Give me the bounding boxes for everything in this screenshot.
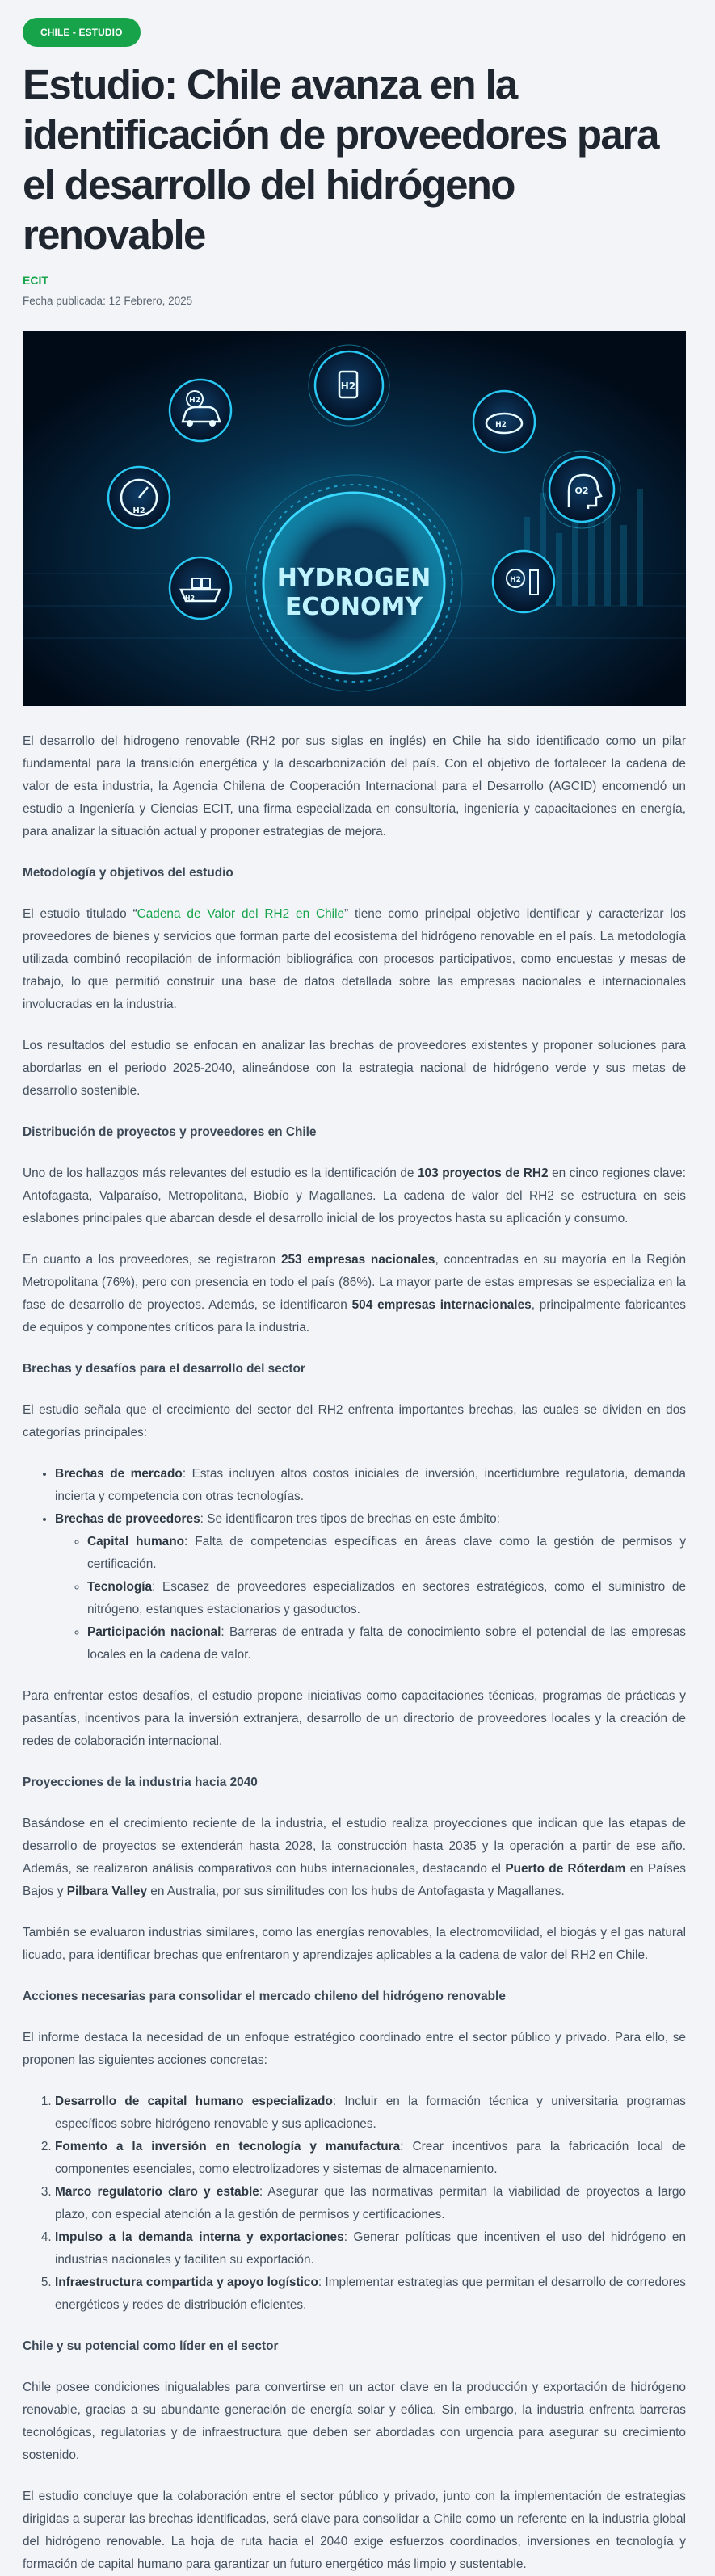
- sub-gaps-list: [55, 1531, 686, 1666]
- section-heading-leadership: Chile y su potencial como líder en el sector: [23, 2339, 279, 2353]
- article-body: [23, 730, 686, 2576]
- head-o2-icon: [543, 451, 620, 528]
- intro-paragraph: El desarrollo del hidrogeno renovable (RH2 por sus siglas en inglés) en Chile ha sido identificado como un pilar fundamental para la transición energética y la descarbonización del país. Con el objetivo de fortalecer la cadena de valor de esta industria, la Agencia Chilena de Cooperación Internacional para el Desarrollo (AGCID) encomendó un estudio a Ingeniería y Ciencias ECIT, una firma especializada en consultoría, ingeniería y capacitaciones en energía, para analizar la situación actual y proponer estrategias de mejora.: [23, 734, 686, 838]
- list-item: ◦ Tecnología: Escasez de proveedores especializados en sectores estratégicos, como el suministro de nitrógeno, estanques estacionarios y gasoductos.: [87, 1576, 686, 1621]
- actions-list: [23, 2091, 686, 2317]
- section-heading-gaps: Brechas y desafíos para el desarrollo del sector: [23, 1362, 305, 1376]
- list-item: 3. Marco regulatorio claro y estable: Asegurar que las normativas permitan la viabilidad de proyectos a largo plazo, con especial atención a la gestión de permisos y certificaciones.: [55, 2181, 686, 2226]
- gauge-icon: [108, 467, 170, 528]
- paragraph: El estudio señala que el crecimiento del sector del RH2 enfrenta importantes brechas, las cuales se dividen en dos categorías principales:: [23, 1403, 686, 1439]
- gaps-list: [23, 1463, 686, 1666]
- author-link[interactable]: ECIT: [23, 274, 48, 287]
- hero-image: [23, 331, 686, 706]
- hero-text-line1: HYDROGEN: [276, 564, 431, 592]
- paragraph: El estudio titulado “Cadena de Valor del RH2 en Chile” tiene como principal objetivo identificar y caracterizar los proveedores de bienes y servicios que forman parte del ecosistema del hidrógeno renovable en el país. La metodología utilizada combinó recopilación de información bibliográfica con procesos participativos, como encuestas y mesas de trabajo, lo que permitió construir una base de datos detallada sobre las empresas nacionales e internacionales involucradas en la industria.: [23, 907, 686, 1011]
- section-heading-distribution: Distribución de proyectos y proveedores en Chile: [23, 1125, 317, 1139]
- ship-icon: [170, 557, 231, 619]
- paragraph: Chile posee condiciones inigualables para convertirse en un actor clave en la producción y exportación de hidrógeno renovable, gracias a su abundante generación de energía solar y eólica. Sin embargo, la industria enfrenta barreras tecnológicas, regulatorias y de infraestructura que deben ser abordadas con urgencia para asegurar su crecimiento sostenido.: [23, 2381, 686, 2462]
- list-item: ◦ Capital humano: Falta de competencias específicas en áreas clave como la gestión de permisos y certificación.: [87, 1531, 686, 1576]
- svg-text:H2: H2: [189, 397, 200, 405]
- list-item: 2. Fomento a la inversión en tecnología y manufactura: Crear incentivos para la fabricación local de componentes esenciales, como electrolizadores y sistemas de almacenamiento.: [55, 2136, 686, 2181]
- paragraph: Basándose en el crecimiento reciente de la industria, el estudio realiza proyecciones que indican que las etapas de desarrollo de proyectos se extenderán hasta 2028, la construcción hasta 2035 y la operación a partir de ese año. Además, se realizaron análisis comparativos con hubs internacionales, destacando el Puerto de Róterdam en Países Bajos y Pilbara Valley en Australia, por sus similitudes con los hubs de Antofagasta y Magallanes.: [23, 1817, 686, 1898]
- paragraph: Uno de los hallazgos más relevantes del estudio es la identificación de 103 proyectos de RH2 en cinco regiones clave: Antofagasta, Valparaíso, Metropolitana, Biobío y Magallanes. La cadena de valor del RH2 se estructura en seis eslabones principales que abarcan desde el desarrollo inicial de los proyectos hasta su aplicación y consumo.: [23, 1166, 686, 1225]
- hydrogen-plant-icon: [493, 551, 554, 612]
- svg-text:H2: H2: [510, 576, 521, 584]
- list-item: ◦ Participación nacional: Barreras de entrada y falta de conocimiento sobre el potencial de las empresas locales en la cadena de valor.: [87, 1621, 686, 1666]
- list-item: 4. Impulso a la demanda interna y exportaciones: Generar políticas que incentiven el uso del hidrógeno en industrias nacionales y faciliten su exportación.: [55, 2226, 686, 2271]
- paragraph: Los resultados del estudio se enfocan en analizar las brechas de proveedores existentes y proponer soluciones para abordarlas en el periodo 2025-2040, alineándose con la estrategia nacional de hidrógeno verde y sus metas de desarrollo sostenible.: [23, 1039, 686, 1098]
- svg-text:H2: H2: [184, 595, 196, 602]
- list-item: • Brechas de proveedores: Se identificaron tres tipos de brechas en este ámbito: ◦ Capital humano: Falta de competencias específicas en áreas clave como la gestión de permisos y certificación. ◦ Tecnología: Escasez de proveedores especializados en sectores estratégicos, como el suministro de nitrógeno, estanques estacionarios y gasoductos. ◦ Participación nacional: Barreras de entrada y falta de conocimiento sobre el potencial de las empresas locales en la cadena de valor.: [55, 1508, 686, 1666]
- car-icon: [170, 380, 231, 441]
- paragraph: El estudio concluye que la colaboración entre el sector público y privado, junto con la implementación de estrategias dirigidas a superar las brechas identificadas, será clave para consolidar a Chile como un referente en la industria global del hidrógeno renovable. La hoja de ruta hacia el 2040 exige esfuerzos coordinados, inversiones en tecnología y formación de capital humano para garantizar un futuro energético más limpio y sustentable.: [23, 2490, 686, 2571]
- section-heading-methodology: Metodología y objetivos del estudio: [23, 866, 233, 880]
- tank-icon: [473, 391, 535, 452]
- article-title: Estudio: Chile avanza en la identificación de proveedores para el desarrollo del hidrógeno renovable: [23, 61, 658, 258]
- paragraph: En cuanto a los proveedores, se registraron 253 empresas nacionales, concentradas en su mayoría en la Región Metropolitana (76%), pero con presencia en todo el país (86%). La mayor parte de estas empresas se especializa en la fase de desarrollo de proyectos. Además, se identificaron 504 empresas internacionales, principalmente fabricantes de equipos y componentes críticos para la industria.: [23, 1253, 687, 1334]
- list-item: • Brechas de mercado: Estas incluyen altos costos iniciales de inversión, incertidumbre regulatoria, demanda incierta y competencia con otras tecnologías.: [55, 1463, 686, 1508]
- section-heading-actions: Acciones necesarias para consolidar el mercado chileno del hidrógeno renovable: [23, 1990, 506, 2003]
- section-heading-projections: Proyecciones de la industria hacia 2040: [23, 1775, 258, 1789]
- category-badge[interactable]: CHILE - ESTUDIO: [23, 18, 141, 47]
- hydrogen-economy-illustration: [23, 331, 686, 706]
- study-link[interactable]: Cadena de Valor del RH2 en Chile: [137, 907, 345, 921]
- publish-date: Fecha publicada: 12 Febrero, 2025: [23, 295, 193, 307]
- list-item: 5. Infraestructura compartida y apoyo logístico: Implementar estrategias que permitan el desarrollo de corredores energéticos y redes de distribución eficientes.: [55, 2271, 686, 2317]
- svg-text:O2: O2: [574, 485, 589, 496]
- paragraph: El informe destaca la necesidad de un enfoque estratégico coordinado entre el sector público y privado. Para ello, se proponen las siguientes acciones concretas:: [23, 2031, 686, 2067]
- svg-text:H2: H2: [340, 380, 356, 392]
- paragraph: Para enfrentar estos desafíos, el estudio propone iniciativas como capacitaciones técnicas, programas de prácticas y pasantías, incentivos para la inversión extranjera, desarrollo de un directorio de proveedores locales y la creación de redes de colaboración internacional.: [23, 1689, 686, 1748]
- list-item: 1. Desarrollo de capital humano especializado: Incluir en la formación técnica y universitaria programas específicos sobre hidrógeno renovable y sus aplicaciones.: [55, 2091, 686, 2136]
- paragraph: También se evaluaron industrias similares, como las energías renovables, la electromovilidad, el biogás y el gas natural licuado, para identificar brechas que enfrentaron y aprendizajes aplicables a la cadena de valor del RH2 en Chile.: [23, 1926, 686, 1962]
- svg-text:H2: H2: [132, 506, 145, 515]
- svg-text:H2: H2: [495, 421, 507, 429]
- hero-text-line2: ECONOMY: [284, 593, 423, 621]
